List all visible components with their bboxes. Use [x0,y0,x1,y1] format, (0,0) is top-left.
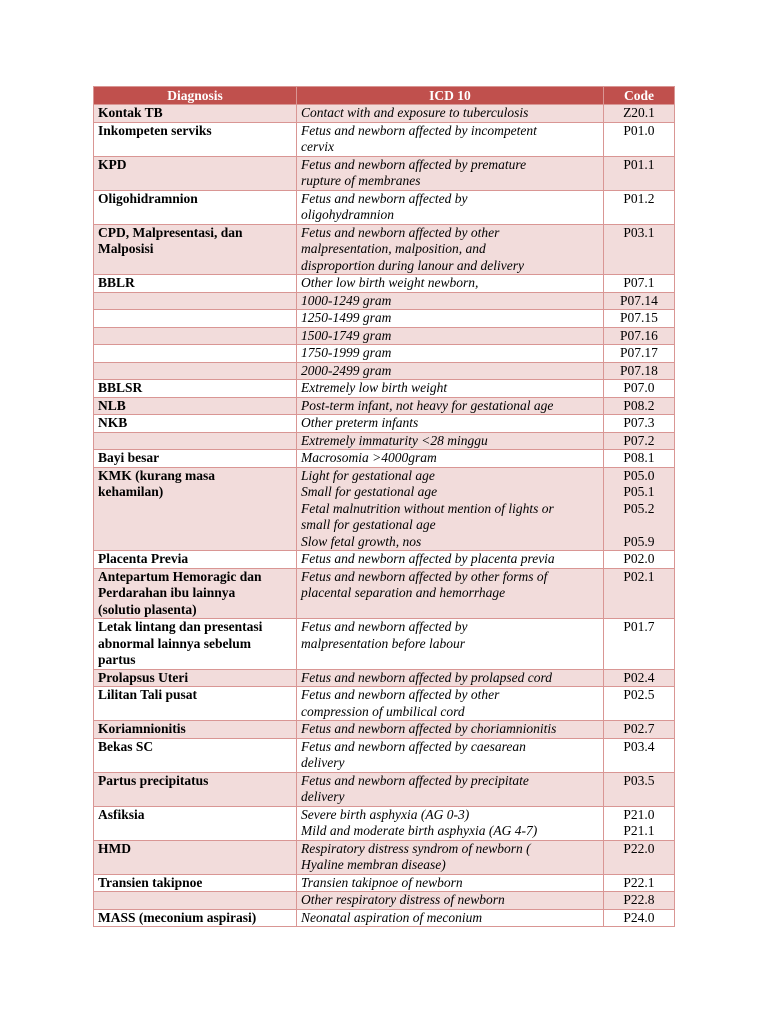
diagnosis-line: Letak lintang dan presentasi [98,619,263,634]
diagnosis-line: kehamilan) [98,484,164,499]
table-row [94,224,675,275]
icd10-description-line: oligohydramnion [301,207,394,222]
table-row [94,806,675,840]
code-cell [604,669,675,687]
code-cell [604,362,675,380]
icd10-description-line: Fetus and newborn affected by [301,619,468,634]
icd10-description-line: Fetus and newborn affected by choriamnionitis [301,721,557,736]
code-cell [604,450,675,468]
icd10-description-cell [297,874,604,892]
code-line: P21.1 [623,823,655,838]
code-line: P01.0 [623,122,655,138]
diagnosis-line: CPD, Malpresentasi, dan [98,224,243,240]
diagnosis-line [98,433,292,450]
icd10-description-line: Hyaline membran disease) [301,857,446,872]
icd10-description-cell [297,397,604,415]
table-row [94,738,675,772]
diagnosis-cell [94,669,297,687]
icd10-description-line: placental separation and hemorrhage [301,585,506,600]
diagnosis-cell [94,415,297,433]
icd10-description-line: Respiratory distress syndrom of newborn ( [301,840,531,856]
diagnosis-cell [94,275,297,293]
icd10-description-line: Fetus and newborn affected by [301,190,468,206]
icd10-description-cell [297,450,604,468]
table-row [94,619,675,670]
code-line: P02.5 [623,687,655,702]
table-row [94,432,675,450]
icd10-description-line: disproportion during lanour and delivery [301,257,524,273]
table-header [94,87,675,105]
diagnosis-line: NKB [98,415,128,430]
code-cell [604,156,675,190]
code-line: P05.1 [623,484,655,499]
icd10-description-line: small for gestational age [301,517,436,532]
code-line: P02.0 [623,551,655,566]
diagnosis-line: Placenta Previa [98,551,189,566]
icd10-description-line: Extremely immaturity <28 minggu [301,432,488,448]
code-cell [604,687,675,721]
diagnosis-line: Inkompeten serviks [98,122,212,138]
icd10-description-line: 1500-1749 gram [301,327,392,343]
icd10-description-line: cervix [301,139,334,154]
diagnosis-cell [94,909,297,927]
icd10-description-line: Fetal malnutrition without mention of lights or [301,500,554,516]
code-cell [604,380,675,398]
table-row [94,721,675,739]
table-row [94,874,675,892]
code-cell [604,619,675,670]
diagnosis-line [98,363,292,380]
diagnosis-line: Partus precipitatus [98,772,209,788]
table-row [94,840,675,874]
diagnosis-line: Koriamnionitis [98,721,186,736]
icd10-description-line: Contact with and exposure to tuberculosis [301,105,529,120]
icd10-description-cell [297,687,604,721]
code-cell [604,190,675,224]
diagnosis-cell [94,122,297,156]
code-line: P07.2 [623,432,655,448]
table-row [94,687,675,721]
diagnosis-line: MASS (meconium aspirasi) [98,909,257,925]
diagnosis-line: (solutio plasenta) [98,601,197,617]
diagnosis-cell [94,310,297,328]
diagnosis-cell [94,224,297,275]
code-line: P21.0 [623,806,655,822]
code-cell [604,105,675,123]
code-line [608,517,670,534]
diagnosis-cell [94,190,297,224]
icd10-description-cell [297,806,604,840]
icd10-description-cell [297,568,604,619]
code-cell [604,397,675,415]
diagnosis-cell [94,156,297,190]
diagnosis-line: Kontak TB [98,105,163,120]
icd10-description-line: Fetus and newborn affected by other forms of [301,568,548,584]
table-row [94,909,675,927]
icd10-description-cell [297,669,604,687]
icd10-description-line: delivery [301,789,345,804]
code-line: P07.16 [620,327,658,343]
table-row [94,568,675,619]
code-line: P03.4 [623,738,655,754]
diagnosis-line: Perdarahan ibu lainnya [98,585,236,600]
icd10-description-cell [297,345,604,363]
icd10-description-cell [297,292,604,310]
code-cell [604,327,675,345]
diagnosis-cell [94,551,297,569]
icd10-description-line: Fetus and newborn affected by incompetent [301,122,537,138]
icd10-description-line: Fetus and newborn affected by premature [301,156,527,172]
table-row [94,292,675,310]
code-cell [604,415,675,433]
icd10-description-cell [297,122,604,156]
diagnosis-cell [94,450,297,468]
icd10-description-line: Other low birth weight newborn, [301,275,479,290]
diagnosis-line: Bayi besar [98,450,160,465]
table-row [94,310,675,328]
code-line: P08.1 [623,450,655,465]
table-row [94,669,675,687]
icd10-description-line: Small for gestational age [301,484,438,499]
code-line: P05.2 [623,500,655,516]
code-cell [604,892,675,910]
diagnosis-cell [94,345,297,363]
header-diagnosis: Diagnosis [94,87,297,105]
header-icd10: ICD 10 [297,87,604,105]
code-cell [604,772,675,806]
code-cell [604,568,675,619]
icd10-description-line: Transien takipnoe of newborn [301,874,463,890]
icd10-description-line: Post-term infant, not heavy for gestational age [301,397,554,413]
diagnosis-cell [94,397,297,415]
table-body [94,105,675,927]
diagnosis-line: Antepartum Hemoragic dan [98,568,262,584]
code-line: P02.4 [623,669,655,685]
code-line: P22.0 [623,840,655,856]
icd10-description-line: malpresentation, malposition, and [301,241,486,256]
diagnosis-line [98,310,292,327]
icd10-description-cell [297,619,604,670]
icd10-description-line: malpresentation before labour [301,635,465,651]
icd10-description-line: 1250-1499 gram [301,310,392,325]
icd10-description-line: rupture of membranes [301,173,421,188]
code-cell [604,738,675,772]
code-line: P02.1 [623,568,655,584]
icd10-description-cell [297,156,604,190]
table-row [94,551,675,569]
table-row [94,380,675,398]
icd10-description-cell [297,721,604,739]
table-row [94,772,675,806]
icd10-description-line: Slow fetal growth, nos [301,533,422,549]
diagnosis-line: abnormal lainnya sebelum [98,635,252,651]
diagnosis-cell [94,721,297,739]
diagnosis-line [98,345,292,362]
diagnosis-cell [94,687,297,721]
icd10-description-cell [297,738,604,772]
icd10-description-line: Other preterm infants [301,415,419,430]
code-line: P03.5 [623,772,655,788]
code-line: P01.1 [623,156,655,172]
diagnosis-line [98,328,292,345]
code-cell [604,721,675,739]
diagnosis-line: KMK (kurang masa [98,467,216,483]
diagnosis-cell [94,738,297,772]
code-cell [604,467,675,551]
table-row [94,156,675,190]
icd10-description-line: 1000-1249 gram [301,292,392,308]
icd-code-table [93,86,675,927]
icd10-description-line: Extremely low birth weight [301,380,448,395]
diagnosis-line [98,892,292,909]
code-line: P22.8 [623,892,655,907]
code-line: P01.7 [623,619,655,634]
diagnosis-cell [94,105,297,123]
diagnosis-line: NLB [98,397,126,413]
icd10-description-cell [297,467,604,551]
diagnosis-cell [94,568,297,619]
diagnosis-cell [94,874,297,892]
icd10-description-line: compression of umbilical cord [301,703,465,719]
icd10-description-line: 1750-1999 gram [301,345,392,360]
icd10-description-cell [297,362,604,380]
diagnosis-cell [94,362,297,380]
icd10-description-cell [297,432,604,450]
diagnosis-line: HMD [98,840,131,856]
icd10-description-cell [297,275,604,293]
diagnosis-line [98,293,292,310]
diagnosis-line: Lilitan Tali pusat [98,687,198,702]
code-line: P05.9 [623,533,655,549]
diagnosis-cell [94,619,297,670]
code-line: P07.0 [623,380,655,395]
icd10-description-line: Fetus and newborn affected by caesarean [301,738,526,754]
icd10-description-cell [297,892,604,910]
code-cell [604,122,675,156]
icd10-description-line: Other respiratory distress of newborn [301,892,505,907]
code-line: P08.2 [623,397,655,413]
code-line: P24.0 [623,909,655,925]
diagnosis-line: Prolapsus Uteri [98,669,189,685]
code-line: P07.15 [620,310,658,325]
diagnosis-cell [94,892,297,910]
icd10-description-cell [297,310,604,328]
code-cell [604,806,675,840]
table-row [94,327,675,345]
table-row [94,397,675,415]
table-row [94,105,675,123]
diagnosis-cell [94,432,297,450]
diagnosis-line: Transien takipnoe [98,874,203,890]
icd10-description-cell [297,551,604,569]
diagnosis-cell [94,380,297,398]
code-cell [604,874,675,892]
icd10-description-line: 2000-2499 gram [301,362,392,378]
header-row [94,87,675,105]
code-line: P07.18 [620,362,658,378]
diagnosis-line: KPD [98,156,127,172]
icd10-description-cell [297,105,604,123]
code-line: P07.1 [623,275,655,290]
table-row [94,345,675,363]
code-cell [604,909,675,927]
table-row [94,190,675,224]
code-line: P07.14 [620,292,658,308]
code-line: P01.2 [623,190,655,206]
icd10-description-cell [297,840,604,874]
diagnosis-cell [94,840,297,874]
icd10-description-line: Fetus and newborn affected by other [301,224,500,240]
code-cell [604,292,675,310]
table-row [94,362,675,380]
code-line: P03.1 [623,224,655,240]
code-cell [604,310,675,328]
icd10-description-cell [297,415,604,433]
diagnosis-cell [94,292,297,310]
code-line: P07.17 [620,345,658,360]
diagnosis-line: Asfiksia [98,806,145,822]
icd10-description-line: Neonatal aspiration of meconium [301,909,483,925]
icd10-description-cell [297,909,604,927]
code-line: P22.1 [623,874,655,890]
header-code: Code [604,87,675,105]
icd10-description-cell [297,224,604,275]
code-line: P05.0 [623,467,655,483]
icd10-description-cell [297,327,604,345]
code-cell [604,345,675,363]
icd10-description-cell [297,380,604,398]
icd10-description-line: Mild and moderate birth asphyxia (AG 4-7) [301,823,538,838]
code-cell [604,551,675,569]
icd10-description-line: delivery [301,755,345,770]
icd10-description-line: Macrosomia >4000gram [301,450,437,465]
diagnosis-line: BBLSR [98,380,143,395]
table-row [94,122,675,156]
table-row [94,467,675,551]
code-cell [604,224,675,275]
icd10-description-line: Fetus and newborn affected by precipitate [301,772,529,788]
diagnosis-cell [94,806,297,840]
diagnosis-line: BBLR [98,275,135,290]
code-cell [604,432,675,450]
code-line: Z20.1 [623,105,655,120]
diagnosis-cell [94,327,297,345]
table-row [94,450,675,468]
diagnosis-line: Malposisi [98,241,154,256]
table-row [94,892,675,910]
code-line: P07.3 [623,415,655,430]
icd10-description-line: Severe birth asphyxia (AG 0-3) [301,806,470,822]
code-cell [604,840,675,874]
diagnosis-cell [94,467,297,551]
icd10-description-cell [297,772,604,806]
icd10-description-line: Fetus and newborn affected by prolapsed cord [301,669,552,685]
code-line: P02.7 [623,721,655,736]
icd10-description-line: Fetus and newborn affected by other [301,687,500,702]
diagnosis-line: partus [98,652,136,667]
diagnosis-cell [94,772,297,806]
diagnosis-line: Oligohidramnion [98,190,198,206]
diagnosis-line: Bekas SC [98,738,154,754]
code-cell [604,275,675,293]
icd10-description-line: Light for gestational age [301,467,435,483]
table-row [94,275,675,293]
icd10-description-cell [297,190,604,224]
icd10-description-line: Fetus and newborn affected by placenta previa [301,551,555,566]
table-row [94,415,675,433]
